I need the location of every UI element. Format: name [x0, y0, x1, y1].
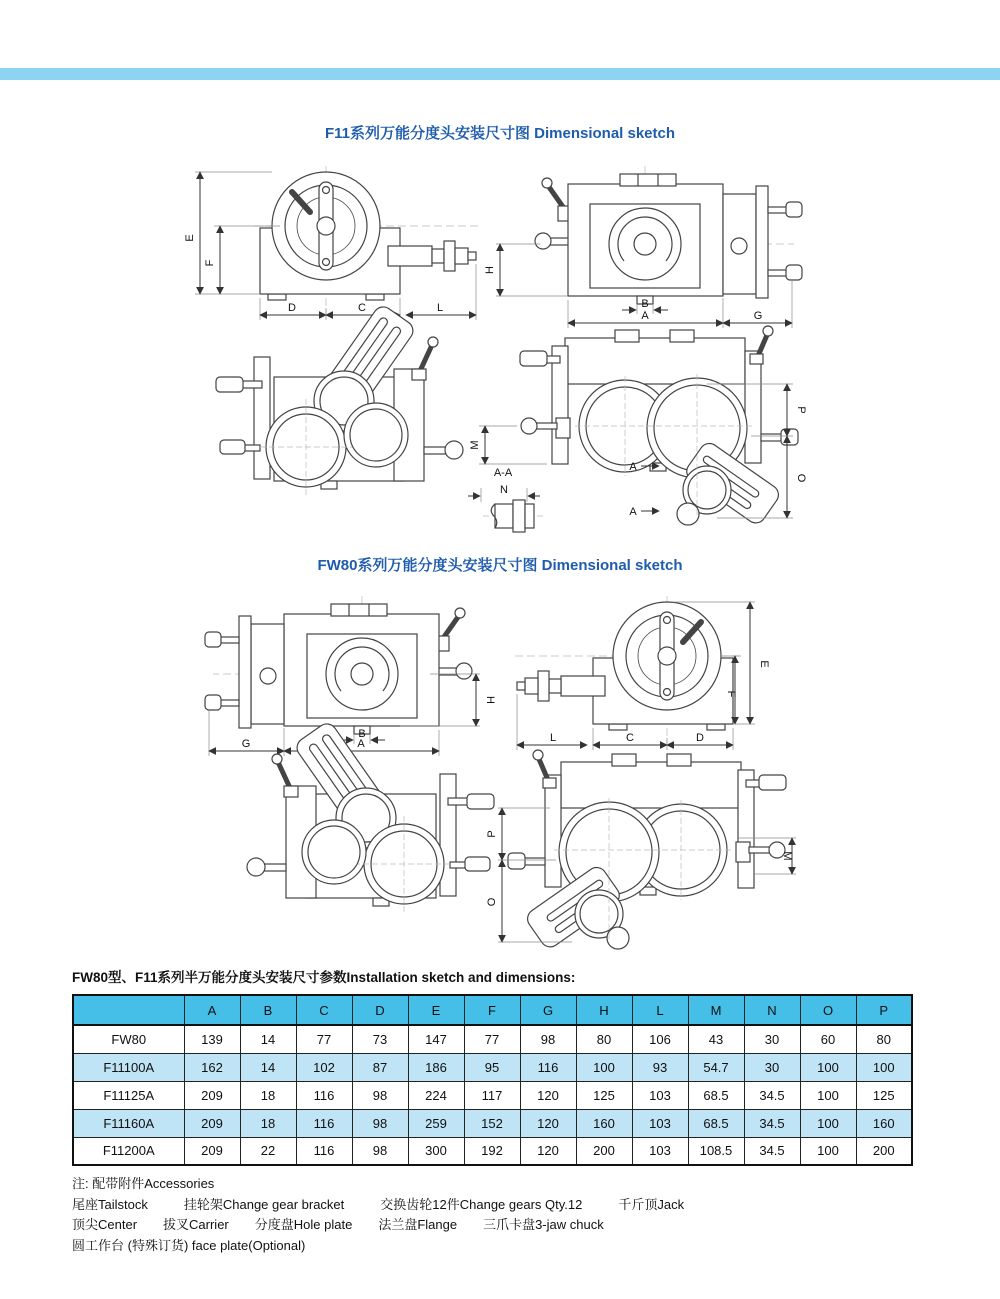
dim-label-D: D [696, 732, 704, 744]
value-cell: 34.5 [744, 1109, 800, 1137]
accessory-item: 法兰盘Flange [378, 1217, 458, 1232]
section-label: A-A [493, 467, 513, 479]
value-cell: 147 [408, 1025, 464, 1053]
column-header: E [408, 995, 464, 1025]
value-cell: 18 [240, 1109, 296, 1137]
value-cell: 43 [688, 1025, 744, 1053]
model-cell: F11160A [73, 1109, 184, 1137]
dim-label-A: A [641, 310, 649, 322]
model-cell: F11125A [73, 1081, 184, 1109]
value-cell: 160 [576, 1109, 632, 1137]
f11-rear-view-drawing [212, 325, 470, 517]
fw80-rear-view-drawing [212, 742, 510, 938]
value-cell: 22 [240, 1137, 296, 1165]
accessory-item: 尾座Tailstock [72, 1196, 148, 1212]
value-cell: 103 [632, 1137, 688, 1165]
dim-label-M: M [469, 440, 481, 450]
value-cell: 100 [800, 1137, 856, 1165]
column-header: F [464, 995, 520, 1025]
value-cell: 300 [408, 1137, 464, 1165]
value-cell: 87 [352, 1053, 408, 1081]
column-header: O [800, 995, 856, 1025]
value-cell: 80 [856, 1025, 912, 1053]
value-cell: 77 [464, 1025, 520, 1053]
column-header: G [520, 995, 576, 1025]
dim-label-L: L [549, 732, 557, 744]
dim-label-C: C [626, 732, 634, 744]
value-cell: 18 [240, 1081, 296, 1109]
table-row [73, 1109, 912, 1137]
value-cell: 34.5 [744, 1081, 800, 1109]
value-cell: 160 [856, 1109, 912, 1137]
value-cell: 68.5 [688, 1081, 744, 1109]
value-cell: 103 [632, 1081, 688, 1109]
value-cell: 98 [352, 1081, 408, 1109]
value-cell: 60 [800, 1025, 856, 1053]
accessory-item: 千斤顶Jack [618, 1196, 685, 1212]
section-a-a-detail [468, 467, 543, 532]
accessory-item: 分度盘Hole plate [254, 1217, 353, 1232]
value-cell: 73 [352, 1025, 408, 1053]
dim-label-G: G [241, 738, 251, 750]
model-cell: F11100A [73, 1053, 184, 1081]
value-cell: 34.5 [744, 1137, 800, 1165]
value-cell: 14 [240, 1053, 296, 1081]
column-header: A [184, 995, 240, 1025]
dim-label-E: E [758, 660, 770, 668]
value-cell: 200 [856, 1137, 912, 1165]
dim-label-B: B [641, 298, 649, 310]
value-cell: 186 [408, 1053, 464, 1081]
accessory-item: 交换齿轮12件Change gears Qty.12 [380, 1196, 583, 1212]
value-cell: 120 [520, 1081, 576, 1109]
model-cell: F11200A [73, 1137, 184, 1165]
model-column-header [73, 995, 184, 1025]
accessory-item: 挂轮架Change gear bracket [183, 1196, 345, 1212]
section1-title: F11系列万能分度头安装尺寸图 Dimensional sketch [324, 125, 676, 142]
value-cell: 224 [408, 1081, 464, 1109]
accessory-item: 三爪卡盘3-jaw chuck [483, 1217, 604, 1232]
top-accent-bar [0, 68, 1000, 80]
dim-label-H: H [484, 696, 496, 704]
value-cell: 209 [184, 1137, 240, 1165]
dim-label-L: L [436, 302, 444, 314]
value-cell: 98 [352, 1109, 408, 1137]
column-header: L [632, 995, 688, 1025]
dim-label-A: A [357, 738, 365, 750]
value-cell: 98 [352, 1137, 408, 1165]
dim-label-E: E [184, 234, 196, 242]
value-cell: 259 [408, 1109, 464, 1137]
table-body [73, 1025, 912, 1165]
table-header-row [73, 995, 912, 1025]
column-header: M [688, 995, 744, 1025]
table-row [73, 1025, 912, 1053]
dim-label-C: C [358, 302, 366, 314]
section-arrow-label-A: A [629, 461, 637, 473]
f11-front-view-drawing [478, 158, 813, 330]
fw80-side-view-drawing [483, 588, 771, 756]
dim-label-F: F [725, 690, 737, 698]
value-cell: 117 [464, 1081, 520, 1109]
value-cell: 102 [296, 1053, 352, 1081]
dim-label-G: G [753, 310, 763, 322]
value-cell: 209 [184, 1109, 240, 1137]
value-cell: 116 [296, 1137, 352, 1165]
value-cell: 98 [520, 1025, 576, 1053]
value-cell: 116 [520, 1053, 576, 1081]
column-header: N [744, 995, 800, 1025]
column-header: H [576, 995, 632, 1025]
optional-accessory-line: 圆工作台 (特殊订货) face plate(Optional) [72, 1237, 306, 1253]
value-cell: 120 [520, 1109, 576, 1137]
value-cell: 14 [240, 1025, 296, 1053]
value-cell: 100 [800, 1081, 856, 1109]
dim-label-H: H [484, 266, 496, 274]
value-cell: 116 [296, 1081, 352, 1109]
dim-label-O: O [486, 897, 498, 907]
value-cell: 120 [520, 1137, 576, 1165]
accessory-item: 顶尖Center [72, 1217, 138, 1232]
table-row [73, 1081, 912, 1109]
dim-label-P: P [486, 830, 498, 838]
value-cell: 30 [744, 1053, 800, 1081]
column-header: P [856, 995, 912, 1025]
fw80-gear-view-drawing [486, 742, 800, 954]
value-cell: 125 [576, 1081, 632, 1109]
model-cell: FW80 [73, 1025, 184, 1053]
section-arrow-label-A: A [629, 506, 637, 518]
accessory-item: 拔叉Carrier [163, 1217, 229, 1232]
value-cell: 209 [184, 1081, 240, 1109]
dim-label-P: P [795, 406, 807, 414]
value-cell: 93 [632, 1053, 688, 1081]
section2-title: FW80系列万能分度头安装尺寸图 Dimensional sketch [317, 557, 683, 574]
table-row [73, 1053, 912, 1081]
notes-heading: 注: 配带附件Accessories [72, 1176, 215, 1191]
value-cell: 80 [576, 1025, 632, 1053]
dim-label-D: D [288, 302, 296, 314]
value-cell: 77 [296, 1025, 352, 1053]
f11-side-view-drawing [180, 158, 500, 326]
accessories-line-2 [72, 1215, 684, 1236]
value-cell: 54.7 [688, 1053, 744, 1081]
value-cell: 106 [632, 1025, 688, 1053]
dim-label-B: B [358, 728, 366, 740]
value-cell: 192 [464, 1137, 520, 1165]
value-cell: 125 [856, 1081, 912, 1109]
table-row [73, 1137, 912, 1165]
value-cell: 68.5 [688, 1109, 744, 1137]
value-cell: 108.5 [688, 1137, 744, 1165]
dim-label-M: M [781, 851, 793, 861]
dim-label-N: N [500, 484, 508, 496]
dim-label-O: O [795, 473, 807, 483]
accessories-line-1 [72, 1195, 684, 1216]
value-cell: 100 [856, 1053, 912, 1081]
column-header: B [240, 995, 296, 1025]
value-cell: 162 [184, 1053, 240, 1081]
column-header: D [352, 995, 408, 1025]
dim-label-F: F [204, 259, 216, 267]
value-cell: 152 [464, 1109, 520, 1137]
value-cell: 100 [800, 1053, 856, 1081]
dimension-table [72, 994, 913, 1166]
value-cell: 116 [296, 1109, 352, 1137]
value-cell: 30 [744, 1025, 800, 1053]
value-cell: 103 [632, 1109, 688, 1137]
value-cell: 139 [184, 1025, 240, 1053]
value-cell: 200 [576, 1137, 632, 1165]
notes-section [72, 1174, 684, 1256]
value-cell: 100 [576, 1053, 632, 1081]
column-header: C [296, 995, 352, 1025]
table-caption: FW80型、F11系列半万能分度头安装尺寸参数Installation sketch and dimensions: [72, 970, 576, 985]
fw80-front-view-drawing [198, 588, 496, 756]
value-cell: 100 [800, 1109, 856, 1137]
f11-gear-view-drawing [455, 318, 805, 540]
value-cell: 95 [464, 1053, 520, 1081]
